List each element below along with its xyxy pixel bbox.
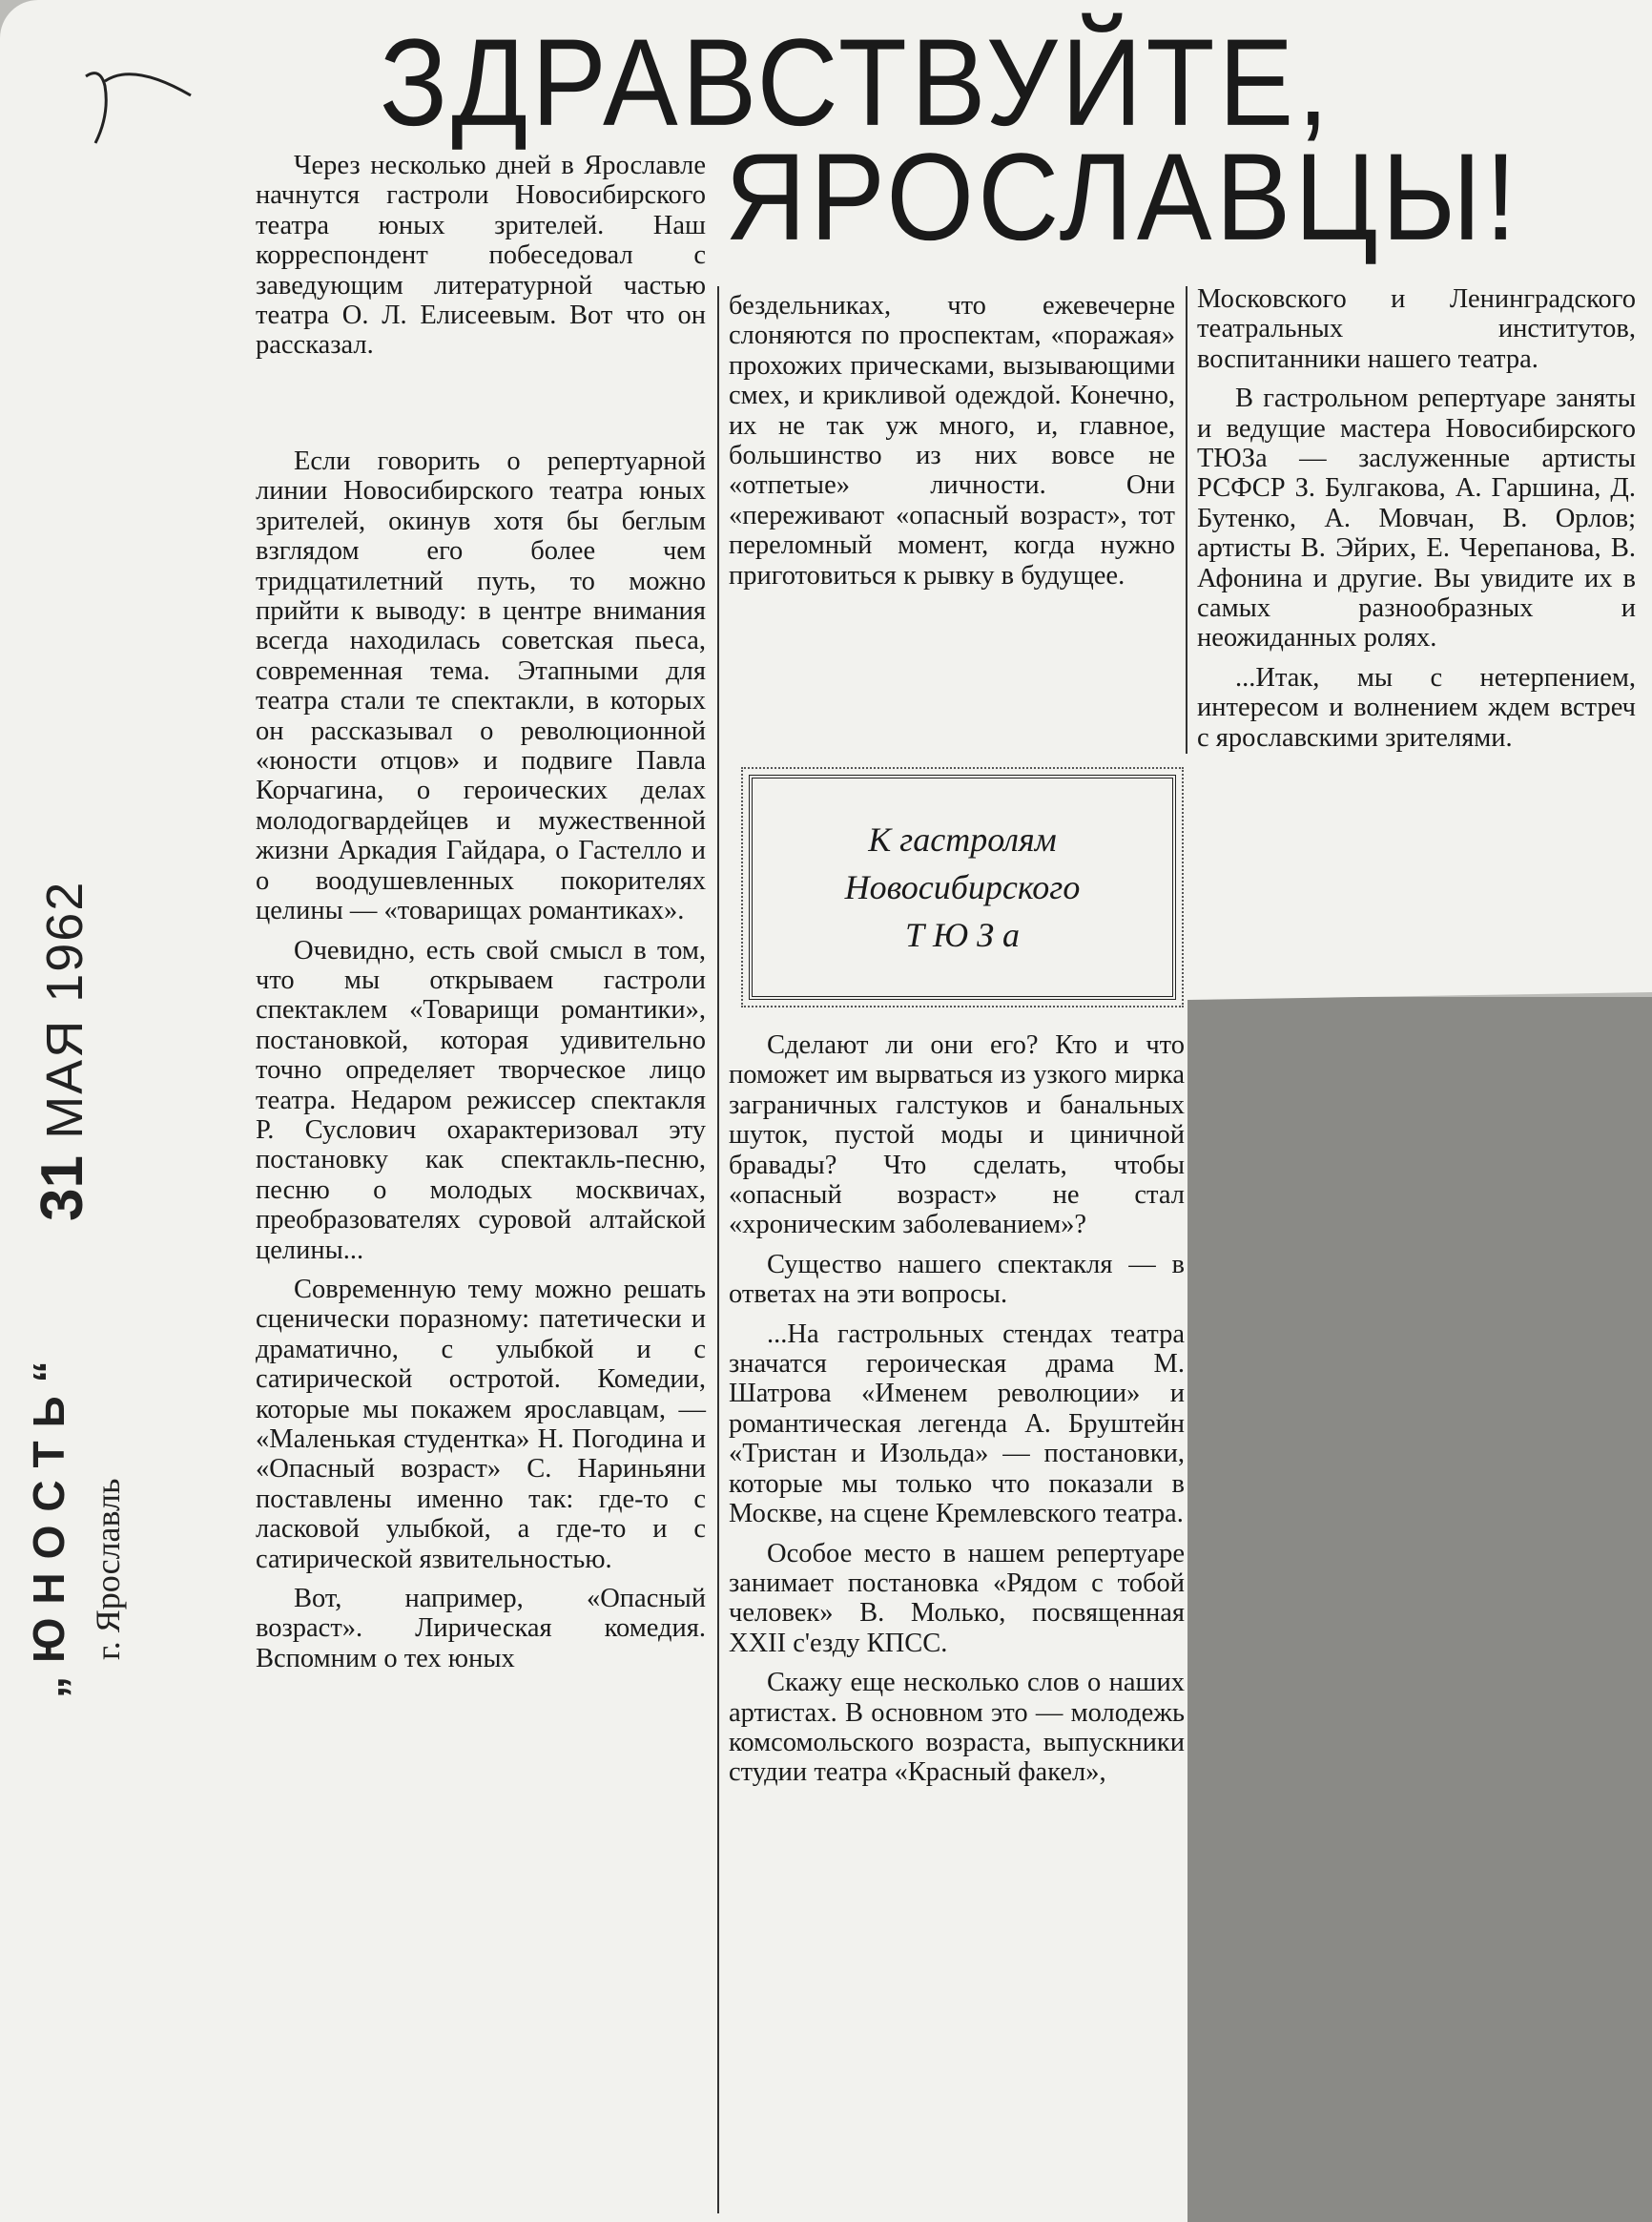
column-1-body — [256, 446, 706, 1673]
handwritten-number-mark — [76, 57, 210, 172]
paragraph: бездельниках, что ежевечерне слоняются по проспектам, «поражая» прохожих прическами, вызывающими смех, и крикливой одеждой. Конечно, их не так уж много, и, главное, большинство из них вовсе не «отпетые» личности. Они «переживают «опасный возраст», тот переломный момент, когда нужно приготовиться к рывку в будущее. — [729, 291, 1175, 591]
background-board — [1187, 997, 1652, 2222]
paragraph: Если говорить о репертуарной линии Новосибирского театра юных зрителей, окинув хотя бы беглым взглядом его более чем тридцатилетний путь, то можно прийти к выводу: в центре внимания всегда находилась советская пьеса, современная тема. Этапными для театра стали те спектакли, в которых он рассказывал о революционной «юности отцов» и подвиге Павла Корчагина, о героических делах молодогвардейцев и мужественной жизни Аркадия Гайдара, о Гастелло и о воодушевленных покорителях целины — «товарищах романтиках». — [256, 446, 706, 926]
paragraph: Современную тему можно решать сценически поразному: патетически и драматично, с улыбкой и с сатирической остротой. Комедии, которые мы покажем ярославцам, — «Маленькая студентка» Н. Погодина и «Опасный возраст» С. Нариньяни поставлены именно так: где-то с ласковой улыбкой, а где-то и с сатирической язвительностью. — [256, 1274, 706, 1574]
paragraph: Московского и Ленинградского театральных институтов, воспитанники нашего театра. — [1197, 284, 1636, 374]
headline-line-1: ЗДРАВСТВУЙТЕ, — [380, 13, 1332, 153]
rubric-box — [749, 775, 1176, 1000]
rubric-title: К гастролям Новосибирского Т Ю З а — [844, 820, 1081, 954]
paragraph: Скажу еще несколько слов о наших артистах. В основном это — молодежь комсомольского возраста, выпускники студии театра «Красный факел», — [729, 1668, 1185, 1788]
paragraph: Через несколько дней в Ярославле начнутся гастроли Новосибирского театра юных зрителей. Наш корреспондент побеседовал с заведующим литературной частью театра О. Л. Елисеевым. Вот что он рассказал. — [256, 151, 706, 361]
column-divider — [717, 286, 719, 2213]
headline-line-2: ЯРОСЛАВЦЫ! — [725, 128, 1520, 267]
paragraph: Очевидно, есть свой смысл в том, что мы открываем гастроли спектаклем «Товарищи романтики», постановкой, которая удивительно точно определяет творческое лицо театра. Недаром режиссер спектакля Р. Суслович охарактеризовал эту постановку как спектакль-песню, песню о молодых москвичах, преобразователях суровой алтайской целины... — [256, 935, 706, 1265]
column-2-top — [729, 291, 1175, 591]
paragraph: В гастрольном репертуаре заняты и ведущие мастера Новосибирского ТЮЗа — заслуженные артисты РСФСР З. Булгакова, А. Гаршина, Д. Бутенко, А. Мовчан, В. Орлов; артисты В. Эйрих, Е. Черепанова, В. Афонина и другие. Вы увидите их в самых разнообразных и неожиданных ролях. — [1197, 384, 1636, 654]
newspaper-name: „ЮНОСТЬ“ — [24, 1347, 73, 1698]
paragraph: ...На гастрольных стендах театра значатся героическая драма М. Шатрова «Именем революции» и романтическая легенда А. Бруштейн «Тристан и Изольда» — постановки, которые мы только что показали в Москве, на сцене Кремлевского театра. — [729, 1319, 1185, 1529]
paragraph: Сделают ли они его? Кто и что поможет им вырваться из узкого мирка заграничных галстуков и банальных шуток, пустой моды и циничной бравады? Что сделать, чтобы «опасный возраст» не стал «хроническим заболеванием»? — [729, 1030, 1185, 1240]
column-divider — [1186, 286, 1187, 754]
date-month-year: МАЯ 1962 — [36, 880, 93, 1139]
date-day: 31 — [30, 1155, 95, 1221]
paragraph: ...Итак, мы с нетерпением, интересом и волнением ждем встреч с ярославскими зрителями. — [1197, 662, 1636, 753]
clipping-date — [29, 881, 96, 1221]
column-3 — [1197, 284, 1636, 753]
paragraph: Особое место в нашем репертуаре занимает постановка «Рядом с тобой человек» В. Молько, посвященная XXII с'езду КПСС. — [729, 1538, 1185, 1658]
column-1-intro — [256, 151, 706, 361]
paragraph: Существо нашего спектакля — в ответах на эти вопросы. — [729, 1249, 1185, 1310]
column-2-bottom — [729, 1030, 1185, 1788]
paragraph: Вот, например, «Опасный возраст». Лирическая комедия. Вспомним о тех юных — [256, 1584, 706, 1673]
newspaper-city: г. Ярославль — [89, 1478, 127, 1660]
